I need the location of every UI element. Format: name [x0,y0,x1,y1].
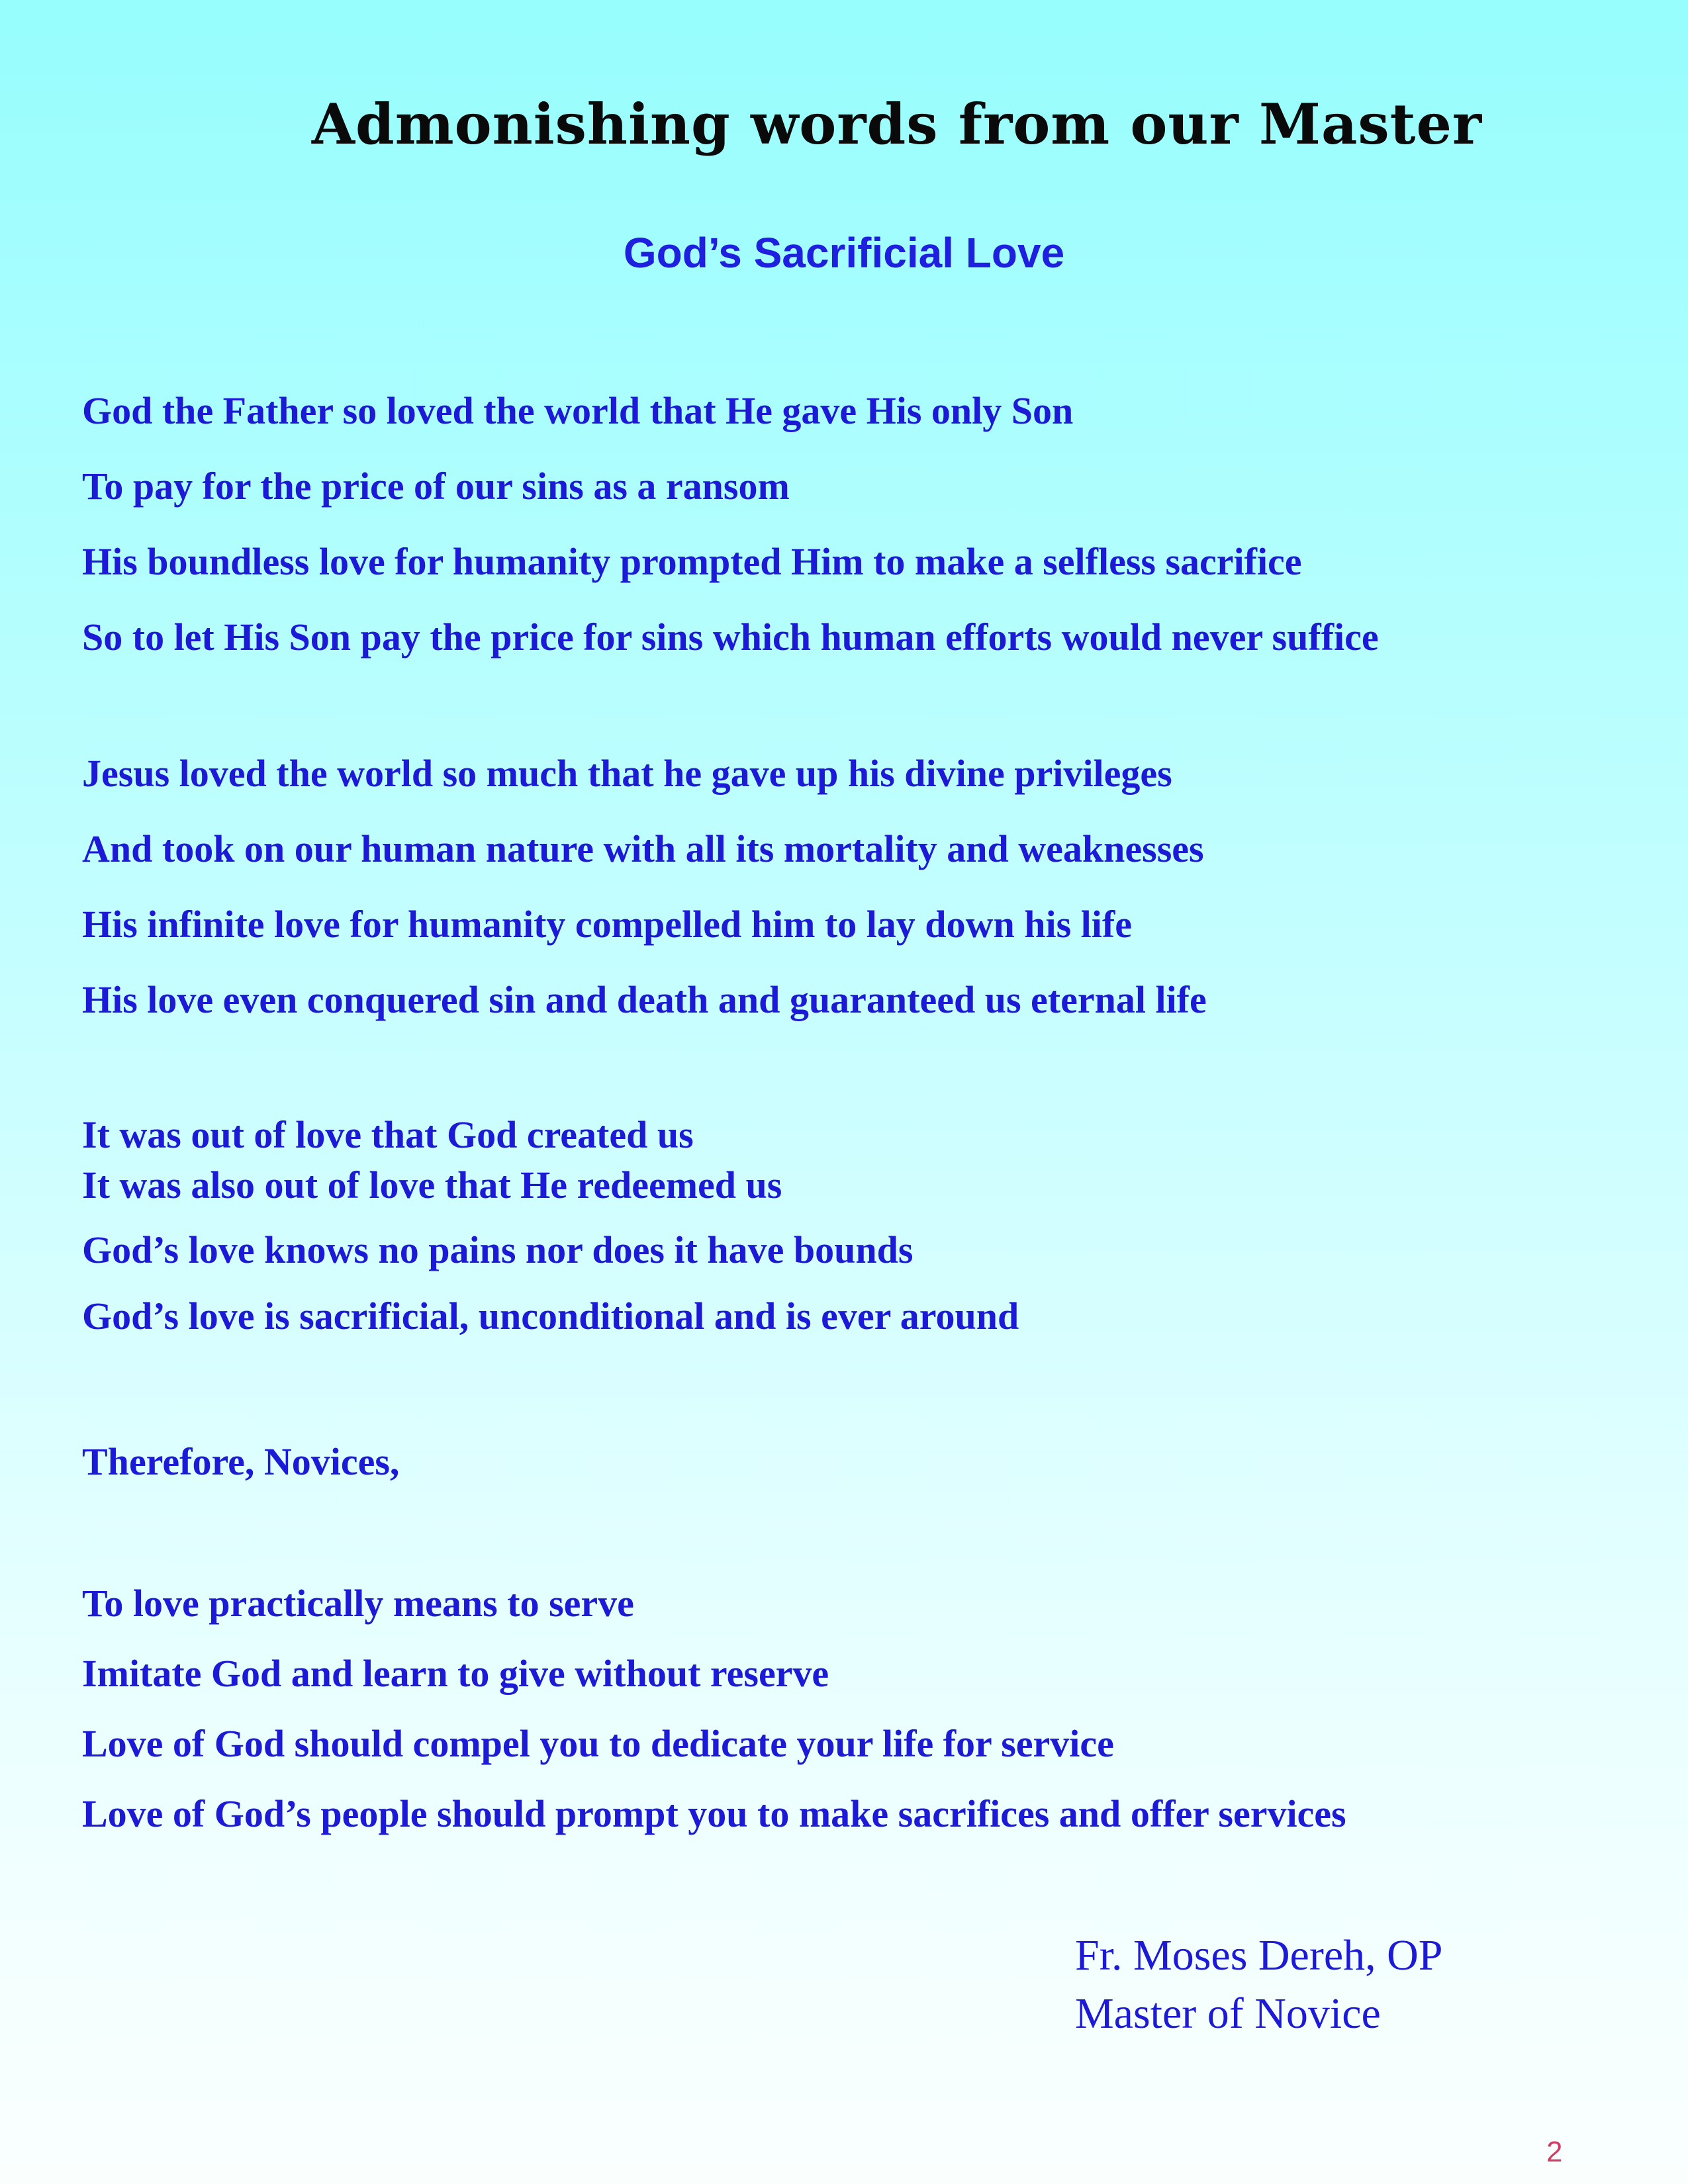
poem-line: So to let His Son pay the price for sins which human efforts would never suffice [82,615,1379,659]
poem-line: God the Father so loved the world that He gave His only Son [82,389,1074,432]
page-number: 2 [1546,2136,1563,2168]
poem-line: God’s love is sacrificial, unconditional and is ever around [82,1295,1019,1338]
poem-title: God’s Sacrificial Love [623,229,1065,277]
poem-line: His infinite love for humanity compelled him to lay down his life [82,903,1132,946]
poem-line: Jesus loved the world so much that he gave up his divine privileges [82,752,1172,795]
poem-line: Love of God should compel you to dedicate your life for service [82,1722,1114,1765]
poem-line: It was also out of love that He redeemed us [82,1163,782,1206]
poem-line: Imitate God and learn to give without reserve [82,1652,829,1695]
address-line: Therefore, Novices, [82,1440,400,1483]
poem-line: His boundless love for humanity prompted Him to make a selfless sacrifice [82,540,1302,583]
poem-line: God’s love knows no pains nor does it have bounds [82,1228,914,1271]
signature-name: Fr. Moses Dereh, OP [1075,1931,1443,1979]
poem-line: His love even conquered sin and death and guaranteed us eternal life [82,978,1207,1021]
signature-role: Master of Novice [1075,1989,1381,2038]
poem-line: To love practically means to serve [82,1582,634,1625]
page-title: Admonishing words from our Master [311,91,1483,157]
poem-line: Love of God’s people should prompt you to make sacrifices and offer services [82,1792,1346,1835]
poem-line: It was out of love that God created us [82,1113,694,1156]
poem-line: And took on our human nature with all its mortality and weaknesses [82,827,1204,870]
poem-line: To pay for the price of our sins as a ransom [82,465,790,508]
